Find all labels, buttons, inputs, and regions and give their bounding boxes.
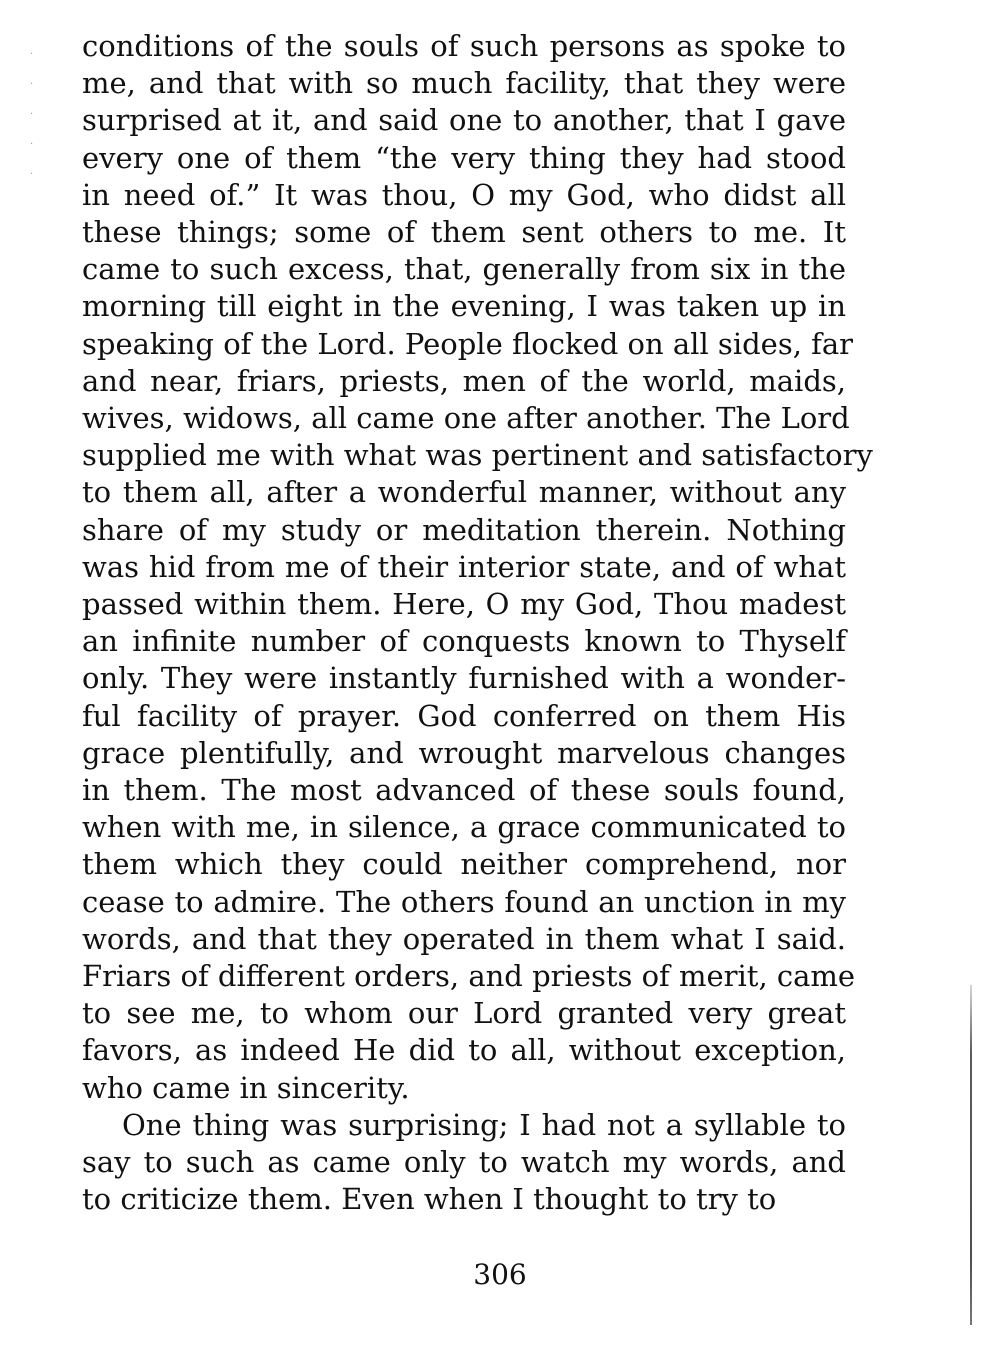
text-line: words, and that they operated in them what I said. bbox=[82, 921, 846, 956]
paragraph-2 bbox=[82, 1107, 846, 1219]
text-line: speaking of the Lord. People flocked on all sides, far bbox=[82, 326, 854, 361]
page-number: 306 bbox=[473, 1258, 527, 1291]
text-line: every one of them “the very thing they had stood bbox=[82, 140, 846, 175]
text-line: Friars of different orders, and priests of merit, came bbox=[82, 959, 856, 994]
margin-specks: · · · · · bbox=[30, 49, 34, 180]
text-line: me, and that with so much facility, that they were bbox=[82, 66, 846, 101]
text-line: only. They were instantly furnished with a wonder- bbox=[82, 661, 846, 696]
text-line: surprised at it, and said one to another, that I gave bbox=[82, 103, 846, 138]
text-line: was hid from me of their interior state, and of what bbox=[82, 549, 846, 584]
text-line: conditions of the souls of such persons as spoke to bbox=[82, 29, 846, 63]
text-line: who came in sincerity. bbox=[82, 1070, 410, 1105]
text-line: came to such excess, that, generally from six in the bbox=[82, 252, 846, 287]
text-line: One thing was surprising; I had not a syllable to bbox=[122, 1107, 846, 1142]
text-line: them which they could neither comprehend, nor bbox=[82, 847, 846, 882]
text-line: and near, friars, priests, men of the world, maids, bbox=[82, 363, 846, 398]
scan-edge-line bbox=[970, 985, 972, 1325]
text-line: to see me, to whom our Lord granted very great bbox=[82, 996, 846, 1031]
text-line: grace plentifully, and wrought marvelous changes bbox=[82, 735, 846, 770]
text-line: passed within them. Here, O my God, Thou madest bbox=[82, 587, 846, 622]
text-line: in need of.” It was thou, O my God, who didst all bbox=[82, 177, 846, 212]
text-line: wives, widows, all came one after another. The Lord bbox=[82, 401, 850, 436]
text-line: cease to admire. The others found an unction in my bbox=[82, 884, 846, 919]
text-line: to them all, after a wonderful manner, without any bbox=[82, 475, 846, 510]
text-line: morning till eight in the evening, I was taken up in bbox=[82, 289, 846, 324]
body-text bbox=[82, 28, 873, 1219]
text-line: favors, as indeed He did to all, without exception, bbox=[82, 1033, 846, 1068]
text-line: say to such as came only to watch my words, and bbox=[82, 1145, 846, 1180]
text-line: these things; some of them sent others to me. It bbox=[82, 215, 846, 250]
text-line: to criticize them. Even when I thought to try to bbox=[82, 1182, 777, 1217]
text-line: share of my study or meditation therein. Nothing bbox=[82, 512, 846, 547]
text-line: when with me, in silence, a grace communicated to bbox=[82, 810, 846, 845]
text-line: supplied me with what was pertinent and satisfactory bbox=[82, 438, 873, 473]
text-line: in them. The most advanced of these souls found, bbox=[82, 773, 846, 808]
paragraph-1 bbox=[82, 28, 873, 1107]
text-line: ful facility of prayer. God conferred on them His bbox=[82, 698, 846, 733]
text-line: an infinite number of conquests known to Thyself bbox=[82, 624, 846, 659]
